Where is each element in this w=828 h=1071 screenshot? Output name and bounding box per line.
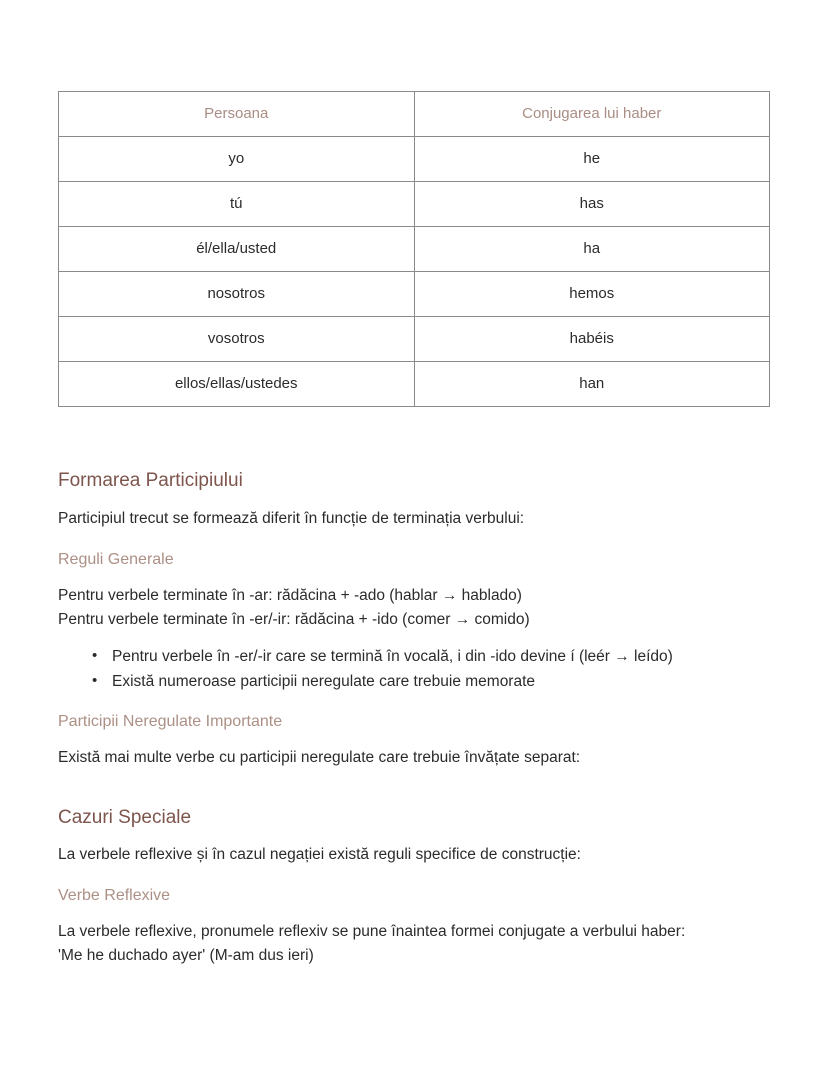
subsection-title-reguli-generale: Reguli Generale	[58, 550, 174, 568]
rule-line-er-ir: Pentru verbele terminate în -er/-ir: rădăcina + -ido (comer → comido)	[58, 610, 530, 628]
spacer	[58, 830, 770, 843]
spacer	[58, 907, 770, 920]
table-cell-conjugare: has	[414, 182, 770, 227]
subsection-title-participii-neregulate: Participii Neregulate Importante	[58, 712, 283, 730]
table-cell-persoana: nosotros	[59, 272, 415, 317]
table-row	[59, 182, 770, 227]
spacer	[58, 733, 770, 746]
table-row	[59, 227, 770, 272]
table-cell-conjugare: han	[414, 362, 770, 407]
participii-neregulate-text: Există mai multe verbe cu participii neregulate care trebuie învățate separat:	[58, 748, 581, 766]
list-item: • Există numeroase participii neregulate care trebuie memorate	[92, 669, 770, 694]
table-row	[59, 362, 770, 407]
subsection-title-verbe-reflexive: Verbe Reflexive	[58, 887, 171, 905]
table-cell-persoana: él/ella/usted	[59, 227, 415, 272]
table-header-conjugare: Conjugarea lui haber	[414, 92, 770, 137]
table-row	[59, 137, 770, 182]
reguli-generale-bullet-list	[58, 644, 770, 694]
section-title-formarea-participiului: Formarea Participiului	[58, 470, 243, 491]
table-cell-conjugare: ha	[414, 227, 770, 272]
rule-line-ar: Pentru verbele terminate în -ar: rădăcina + -ado (hablar → hablado)	[58, 586, 522, 604]
verbe-reflexive-text: La verbele reflexive, pronumele reflexiv se pune înaintea formei conjugate a verbului haber:	[58, 923, 686, 941]
spacer	[58, 531, 770, 550]
spacer	[58, 407, 770, 469]
spacer	[58, 632, 770, 644]
table-cell-conjugare: hemos	[414, 272, 770, 317]
section-intro-cazuri-speciale: La verbele reflexive și în cazul negației există reguli specifice de construcție:	[58, 846, 581, 864]
table-header-persoana: Persoana	[59, 92, 415, 137]
table-cell-conjugare: he	[414, 137, 770, 182]
list-item: • Pentru verbele în -er/-ir care se termină în vocală, i din -ido devine í (leér → leído)	[92, 644, 770, 669]
spacer	[58, 694, 770, 712]
table-header-row	[59, 92, 770, 137]
spacer	[58, 571, 770, 584]
document-content	[58, 91, 770, 968]
table-row	[59, 272, 770, 317]
spacer	[58, 494, 770, 507]
table-cell-persoana: vosotros	[59, 317, 415, 362]
table-cell-persoana: yo	[59, 137, 415, 182]
section-title-cazuri-speciale: Cazuri Speciale	[58, 806, 192, 828]
verbe-reflexive-example: 'Me he duchado ayer' (M-am dus ieri)	[58, 947, 314, 965]
table-cell-persoana: tú	[59, 182, 415, 227]
spacer	[58, 770, 770, 806]
table-cell-conjugare: habéis	[414, 317, 770, 362]
table-cell-persoana: ellos/ellas/ustedes	[59, 362, 415, 407]
spacer	[58, 867, 770, 886]
conjugation-table	[58, 91, 770, 407]
table-row	[59, 317, 770, 362]
section-intro-formarea-participiului: Participiul trecut se formează diferit în funcție de terminația verbului:	[58, 509, 525, 527]
